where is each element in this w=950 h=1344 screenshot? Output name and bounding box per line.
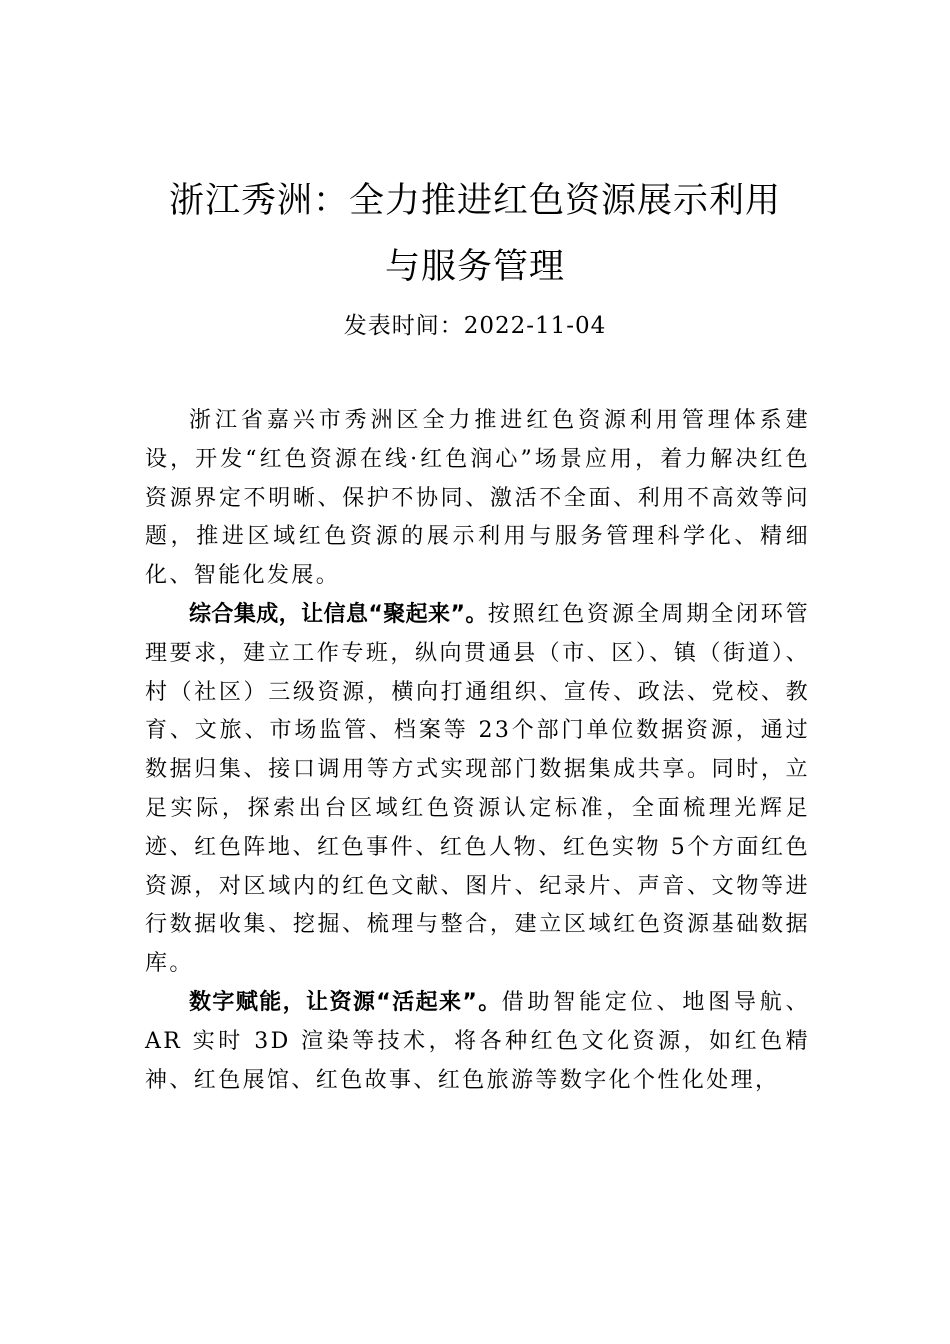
paragraph-intro	[145, 402, 810, 596]
paragraph-text: 浙江省嘉兴市秀洲区全力推进红色资源利用管理体系建设，开发“红色资源在线·红色润心”场景应用，着力解决红色资源界定不明晰、保护不协同、激活不全面、利用不高效等问题，推进区域红色资源的展示利用与服务管理科学化、精细化、智能化发展。	[145, 408, 810, 589]
publish-date-label: 发表时间：	[343, 313, 464, 339]
paragraph-text: 按照红色资源全周期全闭环管理要求，建立工作专班，纵向贯通县（市、区）、镇（街道）、村（社区）三级资源，横向打通组织、宣传、政法、党校、教育、文旅、市场监管、档案等 23个部门单位数据资源，通过数据归集、接口调用等方式实现部门数据集成共享。同时，立足实际，探索出台区域红色资源认定标准，全面梳理光辉足迹、红色阵地、红色事件、红色人物、红色实物 5个方面红色资源，对区域内的红色文献、图片、纪录片、声音、文物等进行数据收集、挖掘、梳理与整合，建立区域红色资源基础数据库。	[145, 601, 811, 977]
article-body	[145, 402, 810, 1100]
title-line-2: 与服务管理	[384, 247, 565, 287]
publish-date	[0, 306, 950, 346]
paragraph-lead-heading: 综合集成，让信息“聚起来”。	[189, 601, 488, 627]
publish-date-value: 2022-11-04	[463, 313, 607, 339]
paragraph-lead-heading: 数字赋能，让资源“活起来”。	[189, 989, 502, 1015]
article-title	[0, 168, 950, 300]
paragraph-digital	[145, 984, 810, 1100]
title-line-1: 浙江秀洲：全力推进红色资源展示利用	[168, 181, 781, 221]
paragraph-text: 借助智能定位、地图导航、AR 实时 3D 渲染等技术，将各种红色文化资源，如红色精神、红色展馆、红色故事、红色旅游等数字化个性化处理，	[145, 989, 810, 1093]
paragraph-integration	[145, 596, 810, 984]
